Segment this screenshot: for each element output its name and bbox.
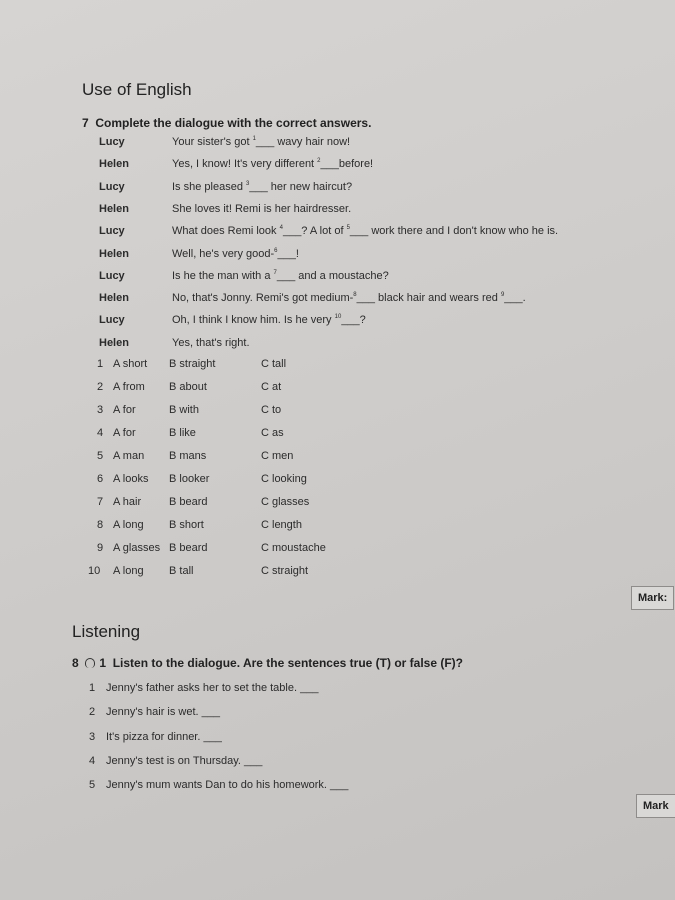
option-number: 5 (97, 450, 104, 462)
gap-number: 5 (346, 225, 350, 232)
option-number: 7 (97, 496, 104, 508)
dialogue-text: ___ and a moustache? (276, 269, 389, 282)
dialogue-line (172, 337, 250, 349)
dialogue-text: ___ wavy hair now! (255, 136, 351, 148)
dialogue-speaker: Lucy (99, 314, 125, 327)
dialogue-line (172, 203, 351, 215)
listening-item-text: Jenny's father asks her to set the table. ___ (106, 682, 319, 694)
dialogue-speaker: Lucy (99, 136, 125, 148)
dialogue-line (172, 248, 299, 260)
option-c[interactable]: C looking (261, 473, 307, 485)
listening-item-text: It's pizza for dinner. ___ (106, 730, 222, 743)
dialogue-line (172, 225, 558, 237)
dialogue-speaker: Lucy (99, 225, 125, 238)
dialogue-text: Is he the man with a (172, 269, 274, 282)
option-number: 6 (97, 473, 104, 485)
dialogue-text: No, that's Jonny. Remi's got medium- (172, 292, 354, 305)
instruction-text: Listen to the dialogue. Are the sentences true (T) or false (F)? (112, 656, 463, 670)
dialogue-line (172, 270, 389, 282)
exercise-7-instruction (82, 116, 371, 130)
dialogue-text: Oh, I think I know him. Is he very (172, 314, 335, 327)
listening-item-text: Jenny's hair is wet. ___ (106, 706, 220, 719)
option-a[interactable]: A for (113, 404, 136, 416)
option-number: 4 (97, 427, 104, 439)
option-b[interactable]: B straight (169, 358, 216, 370)
dialogue-text: ___! (277, 247, 299, 260)
dialogue-speaker: Helen (99, 202, 129, 215)
option-a[interactable]: A hair (113, 496, 142, 508)
dialogue-text: Yes, I know! It's very different (172, 158, 318, 171)
gap-number: 3 (246, 180, 250, 187)
option-a[interactable]: A glasses (113, 542, 161, 554)
option-number: 2 (97, 381, 104, 393)
gap-number: 2 (317, 158, 321, 165)
listening-item-text: Jenny's mum wants Dan to do his homework. ___ (106, 779, 349, 792)
listening-item-number: 1 (89, 682, 96, 694)
option-number: 3 (97, 404, 104, 416)
option-a[interactable]: A short (113, 358, 148, 370)
exercise-number: 8 (72, 656, 79, 670)
instruction-text: Complete the dialogue with the correct answers. (95, 116, 372, 130)
option-b[interactable]: B tall (169, 565, 194, 577)
dialogue-speaker: Helen (99, 247, 129, 260)
listening-item-number: 5 (89, 779, 96, 792)
exercise-8-instruction (72, 656, 463, 670)
dialogue-line (172, 136, 350, 148)
dialogue-speaker: Lucy (99, 269, 125, 282)
option-a[interactable]: A for (113, 427, 136, 439)
option-a[interactable]: A from (113, 381, 145, 393)
dialogue-text: What does Remi look (172, 225, 280, 238)
dialogue-text: Is she pleased (172, 180, 246, 193)
dialogue-text: She loves it! Remi is her hairdresser. (172, 202, 352, 215)
option-b[interactable]: B short (169, 519, 204, 531)
option-b[interactable]: B like (169, 427, 196, 439)
option-c[interactable]: C to (261, 404, 282, 416)
gap-number: 6 (274, 247, 278, 254)
dialogue-line (172, 314, 366, 326)
option-c[interactable]: C at (261, 381, 282, 393)
option-c[interactable]: C straight (261, 565, 309, 577)
option-b[interactable]: B with (169, 404, 199, 416)
dialogue-line (172, 292, 526, 304)
option-b[interactable]: B about (169, 381, 207, 393)
option-c[interactable]: C men (261, 450, 294, 462)
dialogue-text: ___ work there and I don't know who he is. (349, 225, 559, 238)
listening-item-number: 3 (89, 730, 96, 743)
option-b[interactable]: B beard (169, 542, 208, 554)
listening-item-number: 2 (89, 706, 96, 719)
option-b[interactable]: B mans (169, 450, 207, 462)
dialogue-text: Your sister's got (172, 136, 253, 148)
dialogue-speaker: Helen (99, 158, 129, 171)
dialogue-text: ___ her new haircut? (249, 180, 353, 193)
option-c[interactable]: C as (261, 427, 284, 439)
gap-number: 4 (279, 225, 283, 232)
gap-number: 10 (334, 314, 342, 321)
dialogue-line (172, 158, 373, 170)
dialogue-text: Yes, that's right. (172, 336, 250, 349)
use-of-english-heading: Use of English (82, 80, 192, 99)
option-c[interactable]: C tall (261, 358, 287, 370)
dialogue-speaker: Helen (99, 292, 129, 305)
option-c[interactable]: C glasses (261, 496, 310, 508)
option-a[interactable]: A long (113, 519, 144, 531)
gap-number: 1 (252, 136, 256, 142)
option-a[interactable]: A looks (113, 473, 149, 485)
option-b[interactable]: B looker (169, 473, 210, 485)
option-a[interactable]: A man (113, 450, 145, 462)
option-number: 9 (97, 542, 104, 554)
listening-item-text: Jenny's test is on Thursday. ___ (106, 754, 263, 767)
dialogue-text: ___ black hair and wears red (356, 292, 501, 305)
option-a[interactable]: A long (113, 565, 144, 577)
dialogue-text: ___before! (320, 158, 374, 171)
dialogue-speaker: Helen (99, 336, 129, 349)
audio-ear-icon (85, 658, 95, 668)
dialogue-text: ___. (504, 292, 526, 305)
option-c[interactable]: C moustache (261, 542, 326, 554)
exercise-number: 7 (82, 116, 89, 130)
gap-number: 9 (500, 292, 505, 299)
listening-heading: Listening (72, 622, 141, 641)
gap-number: 7 (273, 269, 277, 276)
dialogue-line (172, 181, 352, 193)
dialogue-speaker: Lucy (99, 180, 125, 193)
option-b[interactable]: B beard (169, 496, 208, 508)
option-number: 8 (97, 519, 104, 531)
listening-item-number: 4 (89, 754, 96, 767)
dialogue-text: ___? A lot of (282, 225, 347, 238)
option-c[interactable]: C length (261, 519, 302, 531)
track-number: 1 (99, 656, 107, 670)
option-number: 1 (97, 358, 104, 370)
gap-number: 8 (353, 292, 357, 299)
dialogue-text: Well, he's very good- (172, 247, 275, 260)
option-number: 10 (88, 565, 101, 577)
mark-box-listening[interactable]: Mark (636, 794, 675, 818)
dialogue-text: ___? (341, 314, 366, 327)
mark-box-use-of-english[interactable]: Mark: (631, 586, 674, 610)
